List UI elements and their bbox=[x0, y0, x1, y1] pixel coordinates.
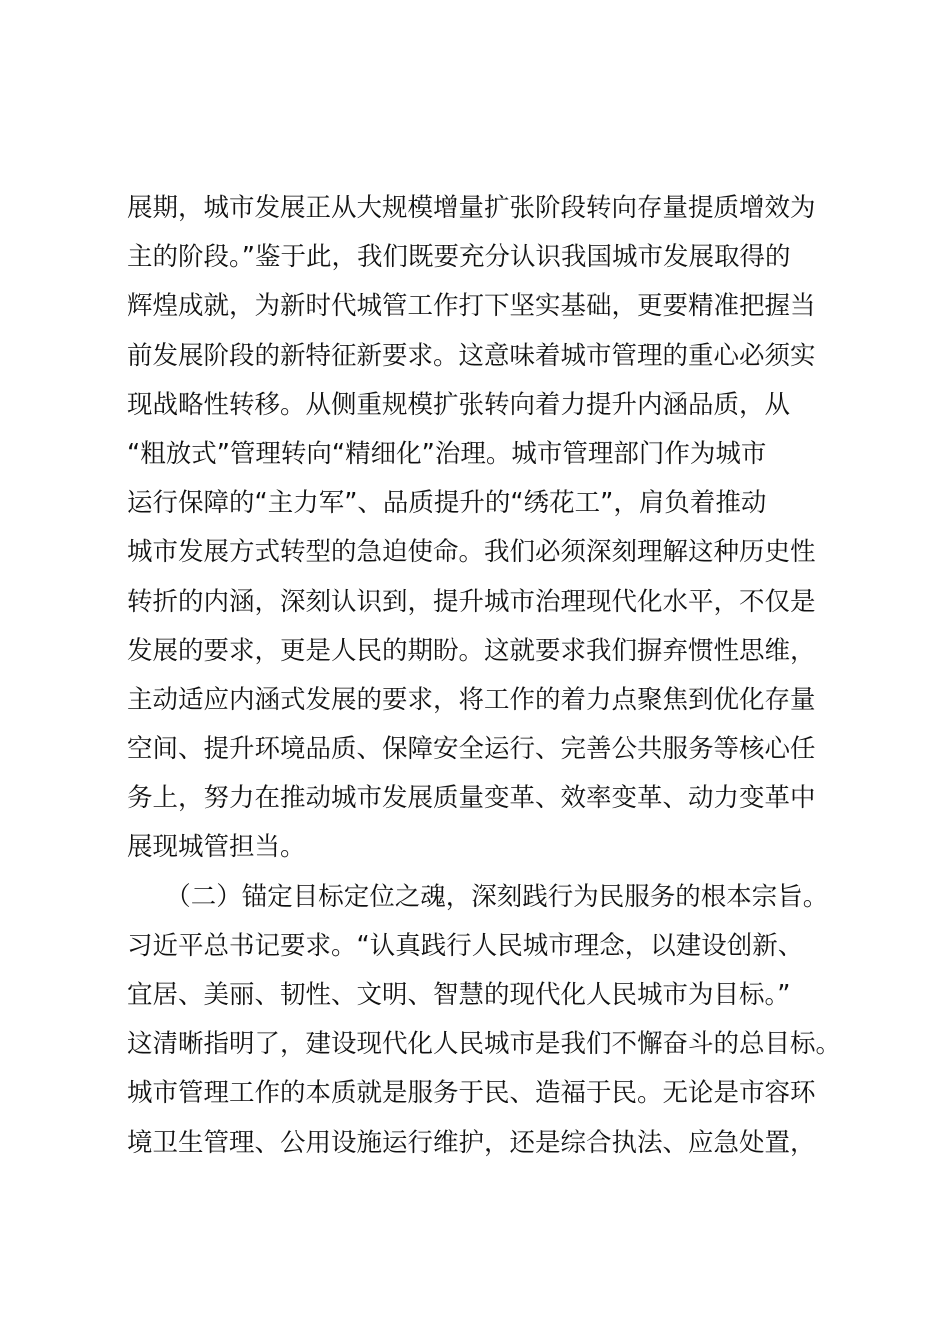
text-line: 这清晰指明了，建设现代化人民城市是我们不懈奋斗的总目标。 bbox=[127, 1029, 842, 1060]
text-line: 运行保障的“主力军”、品质提升的“绣花工”，肩负着推动 bbox=[127, 488, 767, 519]
text-line: 主的阶段。”鉴于此，我们既要充分认识我国城市发展取得的 bbox=[127, 242, 791, 273]
text-line: 展期，城市发展正从大规模增量扩张阶段转向存量提质增效为 bbox=[127, 193, 816, 223]
text-line: 前发展阶段的新特征新要求。这意味着城市管理的重心必须实 bbox=[127, 340, 816, 371]
text-line: 转折的内涵，深刻认识到，提升城市治理现代化水平，不仅是 bbox=[127, 586, 816, 617]
text-line: 空间、提升环境品质、保障安全运行、完善公共服务等核心任 bbox=[127, 734, 816, 765]
text-line: 城市管理工作的本质就是服务于民、造福于民。无论是市容环 bbox=[127, 1078, 816, 1109]
text-line: “粗放式”管理转向“精细化”治理。城市管理部门作为城市 bbox=[127, 438, 767, 469]
text-line: 展现城管担当。 bbox=[127, 832, 306, 863]
text-line: 辉煌成就，为新时代城管工作打下坚实基础，更要精准把握当 bbox=[127, 291, 816, 322]
text-line: 发展的要求，更是人民的期盼。这就要求我们摒弃惯性思维， bbox=[127, 635, 816, 666]
text-line: 习近平总书记要求。“认真践行人民城市理念，以建设创新、 bbox=[127, 930, 804, 961]
text-line: 宜居、美丽、韧性、文明、智慧的现代化人民城市为目标。” bbox=[127, 980, 791, 1010]
text-line: 境卫生管理、公用设施运行维护，还是综合执法、应急处置， bbox=[127, 1127, 816, 1158]
text-line: 城市发展方式转型的急迫使命。我们必须深刻理解这种历史性 bbox=[127, 537, 816, 568]
body-text bbox=[127, 184, 842, 1168]
section-heading-line: （二）锚定目标定位之魂，深刻践行为民服务的根本宗旨。 bbox=[127, 881, 829, 912]
text-line: 现战略性转移。从侧重规模扩张转向着力提升内涵品质，从 bbox=[127, 389, 791, 420]
text-line: 务上，努力在推动城市发展质量变革、效率变革、动力变革中 bbox=[127, 783, 816, 814]
text-line: 主动适应内涵式发展的要求，将工作的着力点聚焦到优化存量 bbox=[127, 684, 816, 715]
